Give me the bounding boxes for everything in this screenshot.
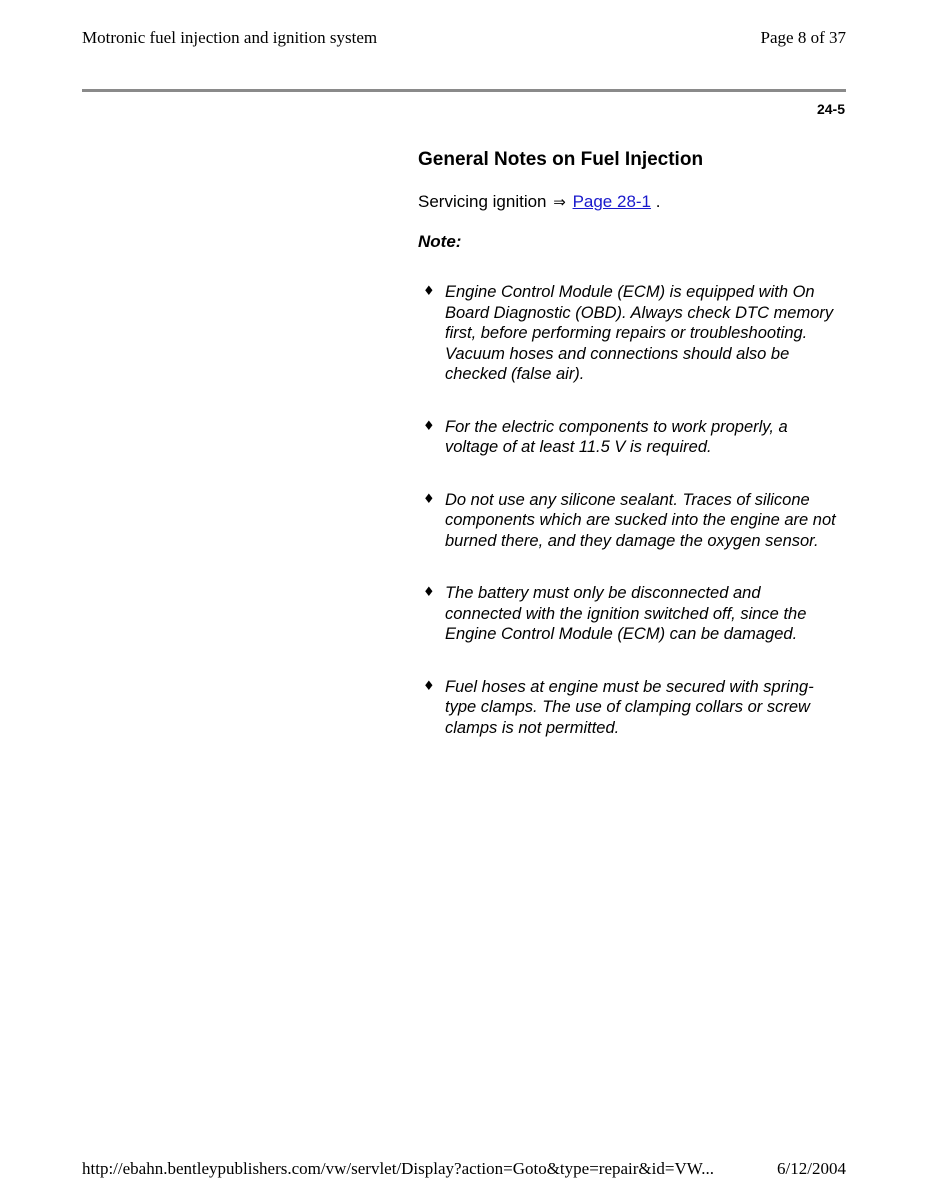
note-text: For the electric components to work properly, a voltage of at least 11.5 V is required. <box>445 417 788 456</box>
diamond-bullet-icon: ♦ <box>423 418 435 434</box>
servicing-punctuation: . <box>651 192 661 211</box>
page-28-1-link[interactable]: Page 28-1 <box>572 192 652 211</box>
page-number: Page 8 of 37 <box>760 28 846 47</box>
note-text: Engine Control Module (ECM) is equipped with On Board Diagnostic (OBD). Always check DTC memory first, before performing repairs or troubleshooting. Vacuum hoses and connections should also be checked (false air). <box>445 283 834 383</box>
list-item <box>418 583 838 645</box>
main-content <box>418 148 838 770</box>
list-item <box>418 490 838 552</box>
servicing-text: Servicing ignition <box>418 192 547 211</box>
diamond-bullet-icon: ♦ <box>423 491 435 507</box>
header-divider <box>82 89 846 92</box>
notes-list <box>418 282 838 738</box>
print-date: 6/12/2004 <box>777 1159 846 1178</box>
note-text: Do not use any silicone sealant. Traces of silicone components which are sucked into the engine are not burned there, and they damage the oxygen sensor. <box>445 490 836 550</box>
list-item <box>418 282 838 385</box>
right-arrow-icon: ⇒ <box>553 193 566 211</box>
section-heading: General Notes on Fuel Injection <box>418 149 704 170</box>
page-footer <box>82 1159 846 1181</box>
diamond-bullet-icon: ♦ <box>423 678 435 694</box>
list-item <box>418 417 838 458</box>
servicing-reference <box>418 191 838 213</box>
note-text: Fuel hoses at engine must be secured with spring-type clamps. The use of clamping collars or screw clamps is not permitted. <box>445 677 814 737</box>
document-title: Motronic fuel injection and ignition system <box>82 28 378 47</box>
diamond-bullet-icon: ♦ <box>423 284 435 299</box>
note-label: Note: <box>418 232 462 251</box>
source-url: http://ebahn.bentleypublishers.com/vw/servlet/Display?action=Goto&type=repair&id=VW... <box>82 1159 714 1178</box>
list-item <box>418 677 838 739</box>
diamond-bullet-icon: ♦ <box>423 585 435 600</box>
section-code: 24-5 <box>816 101 845 117</box>
page-header <box>82 28 846 50</box>
note-text: The battery must only be disconnected and connected with the ignition switched off, since the Engine Control Module (ECM) can be damaged. <box>445 584 807 643</box>
